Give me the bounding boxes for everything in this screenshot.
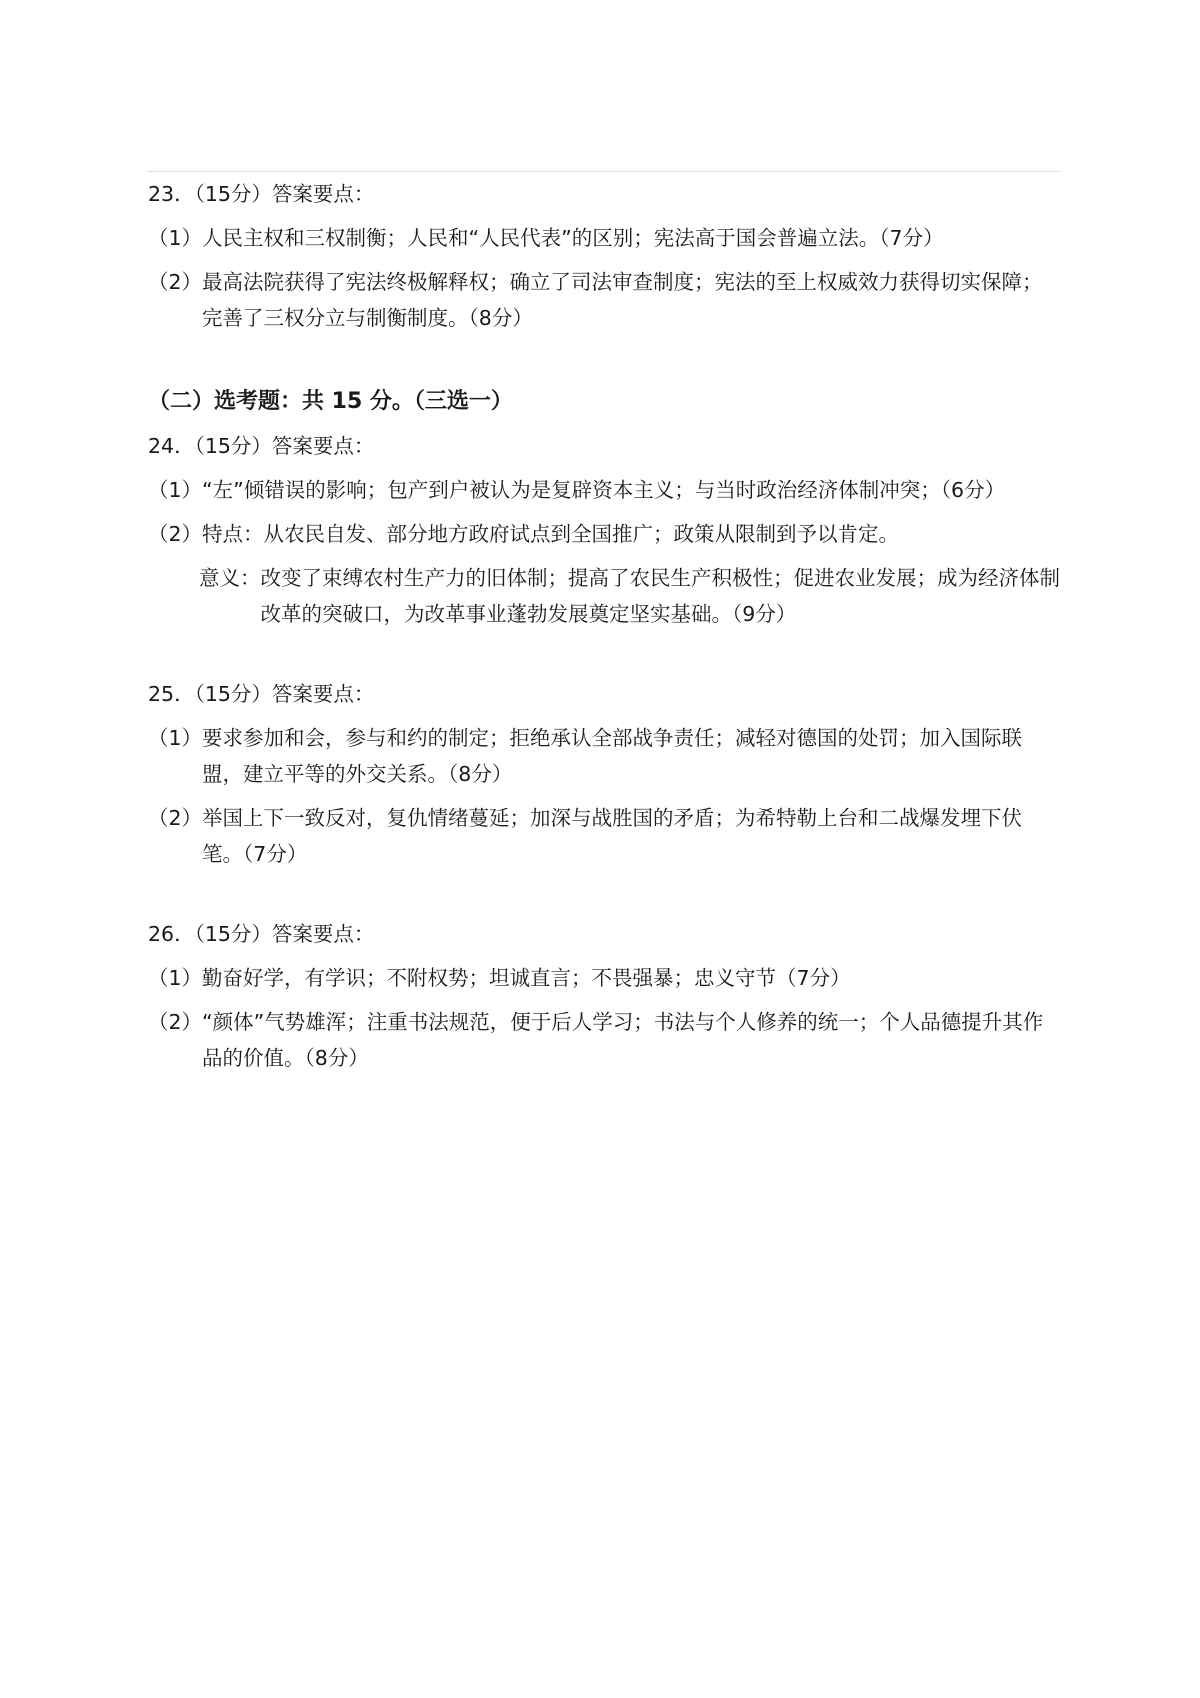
q24-item-2 — [148, 516, 1063, 552]
q24-item-2-number: （2） — [148, 522, 203, 546]
q25-item-1-text: 要求参加和会，参与和约的制定；拒绝承认全部战争责任；减轻对德国的处罚；加入国际联盟，建立平等的外交关系。（8分） — [202, 726, 1023, 786]
q23-item-2 — [148, 264, 1063, 336]
answer-content — [148, 176, 1063, 1076]
q23-item-1 — [148, 220, 1063, 256]
q26-item-1-text: 勤奋好学，有学识；不附权势；坦诚直言；不畏强暴；忠义守节（7分） — [202, 966, 851, 990]
q23-item-2-text: 最高法院获得了宪法终极解释权；确立了司法审查制度；宪法的至上权威效力获得切实保障；完善了三权分立与制衡制度。（8分） — [202, 270, 1043, 330]
q23-item-1-number: （1） — [148, 226, 203, 250]
q26-item-2-text: “颜体”气势雄浑；注重书法规范，便于后人学习；书法与个人修养的统一；个人品德提升其作品的价值。（8分） — [202, 1010, 1044, 1070]
section-heading-elective: （二）选考题：共 15 分。（三选一） — [148, 389, 513, 414]
q26-item-1-number: （1） — [148, 966, 203, 990]
q24-significance — [148, 560, 1063, 632]
q24-item-1-text: “左”倾错误的影响；包产到户被认为是复辟资本主义；与当时政治经济体制冲突；（6分） — [202, 478, 1006, 502]
top-divider — [148, 171, 1060, 172]
q25-item-2 — [148, 800, 1063, 872]
q25-item-1-number: （1） — [148, 726, 203, 750]
q26-item-2-number: （2） — [148, 1010, 203, 1034]
q24-significance-text: 改变了束缚农村生产力的旧体制；提高了农民生产积极性；促进农业发展；成为经济体制改革的突破口，为改革事业蓬勃发展奠定坚实基础。（9分） — [260, 566, 1060, 626]
q25-item-2-number: （2） — [148, 806, 203, 830]
q23-item-2-number: （2） — [148, 270, 203, 294]
q26-title: 26．（15分）答案要点： — [148, 922, 375, 946]
q25-title: 25．（15分）答案要点： — [148, 682, 375, 706]
q23-title: 23．（15分）答案要点： — [148, 182, 375, 206]
q24-item-2-text: 特点：从农民自发、部分地方政府试点到全国推广；政策从限制到予以肯定。 — [202, 522, 900, 546]
q26-item-1 — [148, 960, 1063, 996]
q24-item-1-number: （1） — [148, 478, 203, 502]
q24-title: 24．（15分）答案要点： — [148, 434, 375, 458]
q23-item-1-text: 人民主权和三权制衡；人民和“人民代表”的区别；宪法高于国会普遍立法。（7分） — [202, 226, 944, 250]
q26-item-2 — [148, 1004, 1063, 1076]
q25-item-1 — [148, 720, 1063, 792]
q24-item-1 — [148, 472, 1063, 508]
q24-significance-label: 意义： — [199, 566, 261, 590]
q25-item-2-text: 举国上下一致反对，复仇情绪蔓延；加深与战胜国的矛盾；为希特勒上台和二战爆发埋下伏笔。（7分） — [202, 806, 1023, 866]
